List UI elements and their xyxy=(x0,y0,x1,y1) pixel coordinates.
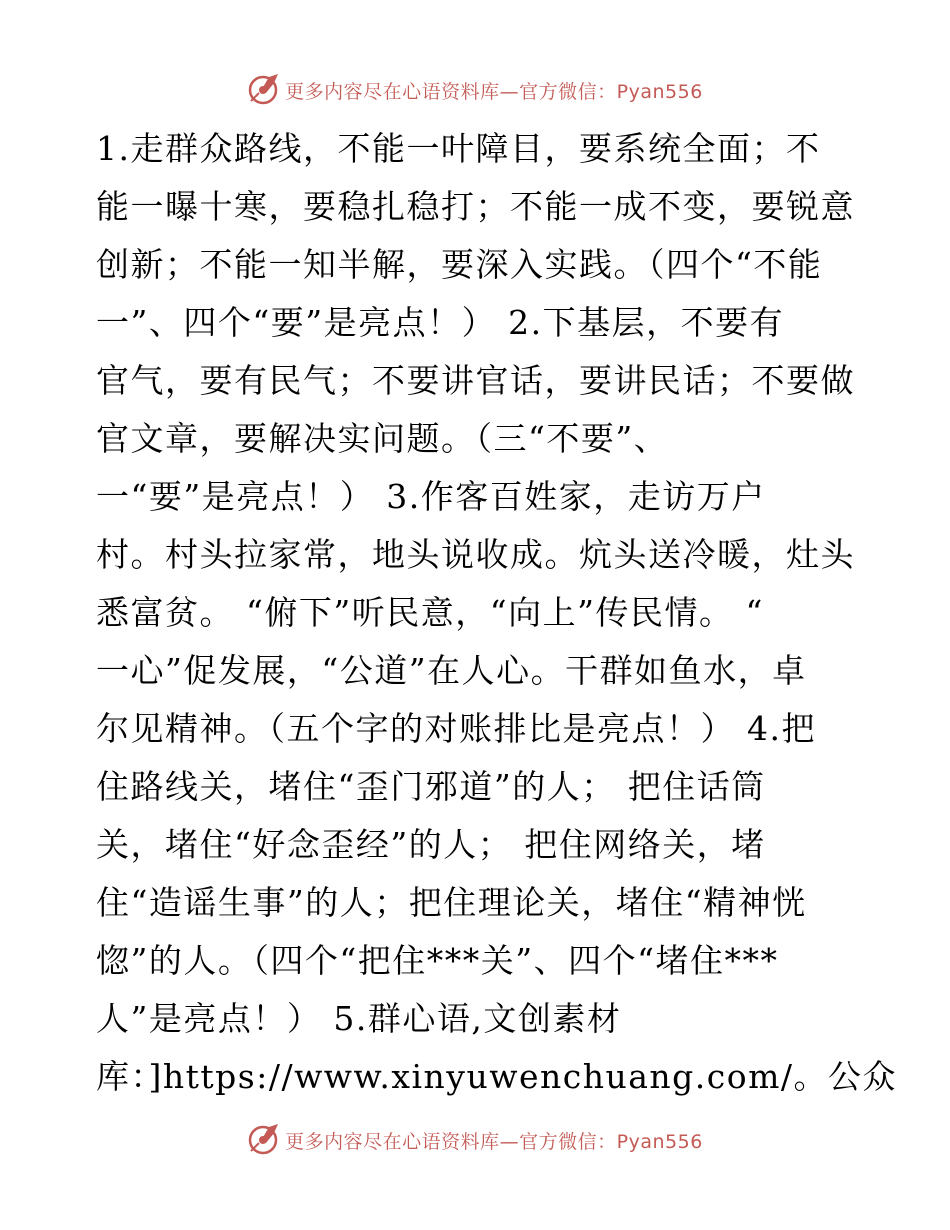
text-line-14: 住“造谣生事”的人；把住理论关，堵住“精神恍 xyxy=(96,883,807,922)
text-line-15: 惚”的人。（四个“把住***关”、四个“堵住*** xyxy=(96,941,779,980)
text-line-12: 住路线关，堵住“歪门邪道”的人； 把住话筒 xyxy=(96,767,766,806)
text-line-5: 官气，要有民气；不要讲官话，要讲民话；不要做 xyxy=(96,361,855,400)
text-line-10: 一心”促发展，“公道”在人心。干群如鱼水，卓 xyxy=(96,651,807,690)
text-line-17: 库：]https://www.xinyuwenchuang.com/。公众 xyxy=(96,1057,898,1096)
text-line-8: 村。村头拉家常，地头说收成。炕头送冷暖，灶头 xyxy=(96,535,855,574)
footer-watermark xyxy=(0,1120,950,1160)
text-line-1: 1.走群众路线，不能一叶障目，要系统全面；不 xyxy=(96,129,821,168)
text-line-4: 一”、四个“要”是亮点！） 2.下基层，不要有 xyxy=(96,303,785,342)
header-watermark-text: 更多内容尽在心语资料库—官方微信：Pyan556 xyxy=(285,80,703,103)
text-line-16: 人”是亮点！） 5.群心语,文创素材 xyxy=(96,999,622,1038)
text-line-3: 创新；不能一知半解，要深入实践。（四个“不能 xyxy=(96,245,823,284)
pen-nib-logo-icon xyxy=(247,1123,281,1157)
text-line-11: 尔见精神。（五个字的对账排比是亮点！） 4.把 xyxy=(96,709,816,748)
text-line-13: 关，堵住“好念歪经”的人； 把住网络关，堵 xyxy=(96,825,766,864)
header-watermark xyxy=(0,70,950,110)
document-body xyxy=(96,120,898,1106)
text-line-7: 一“要”是亮点！） 3.作客百姓家，走访万户 xyxy=(96,477,766,516)
footer-watermark-text: 更多内容尽在心语资料库—官方微信：Pyan556 xyxy=(285,1130,703,1153)
text-line-9: 悉富贫。 “俯下”听民意，“向上”传民情。 “ xyxy=(96,593,764,632)
text-line-6: 官文章，要解决实问题。（三“不要”、 xyxy=(96,419,669,458)
pen-nib-logo-icon xyxy=(247,73,281,107)
text-line-2: 能一曝十寒，要稳扎稳打；不能一成不变，要锐意 xyxy=(96,187,855,226)
